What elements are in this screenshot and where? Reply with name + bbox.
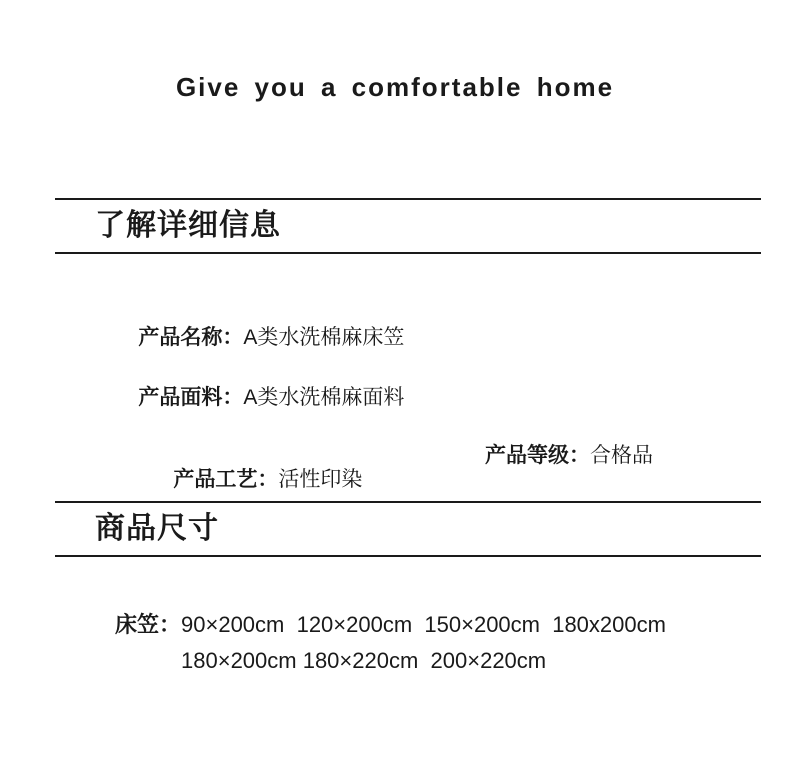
grade-label: 产品等级： bbox=[485, 444, 591, 467]
fabric-value: A类水洗棉麻面料 bbox=[243, 386, 405, 409]
product-name-value: A类水洗棉麻床笠 bbox=[243, 326, 405, 349]
size-lines bbox=[181, 607, 666, 679]
size-line-2: 180×200cm 180×220cm 200×220cm bbox=[181, 648, 547, 673]
section-header-sizes bbox=[55, 501, 761, 557]
sizes-section-title: 商品尺寸 bbox=[95, 512, 219, 545]
size-line-1: 90×200cm 120×200cm 150×200cm 180x200cm bbox=[181, 612, 666, 637]
details-section-title: 了解详细信息 bbox=[95, 209, 281, 242]
size-item-label: 床笠： bbox=[115, 612, 182, 637]
section-header-details bbox=[55, 198, 761, 254]
product-name-label: 产品名称： bbox=[138, 326, 244, 349]
brand-tagline: Give you a comfortable home bbox=[175, 72, 615, 102]
fabric-label: 产品面料： bbox=[138, 386, 244, 409]
craft-label: 产品工艺： bbox=[173, 468, 279, 491]
sizes-block bbox=[115, 607, 666, 679]
craft-value: 活性印染 bbox=[278, 468, 363, 491]
grade-value: 合格品 bbox=[590, 444, 654, 467]
grade-pair bbox=[450, 420, 653, 492]
